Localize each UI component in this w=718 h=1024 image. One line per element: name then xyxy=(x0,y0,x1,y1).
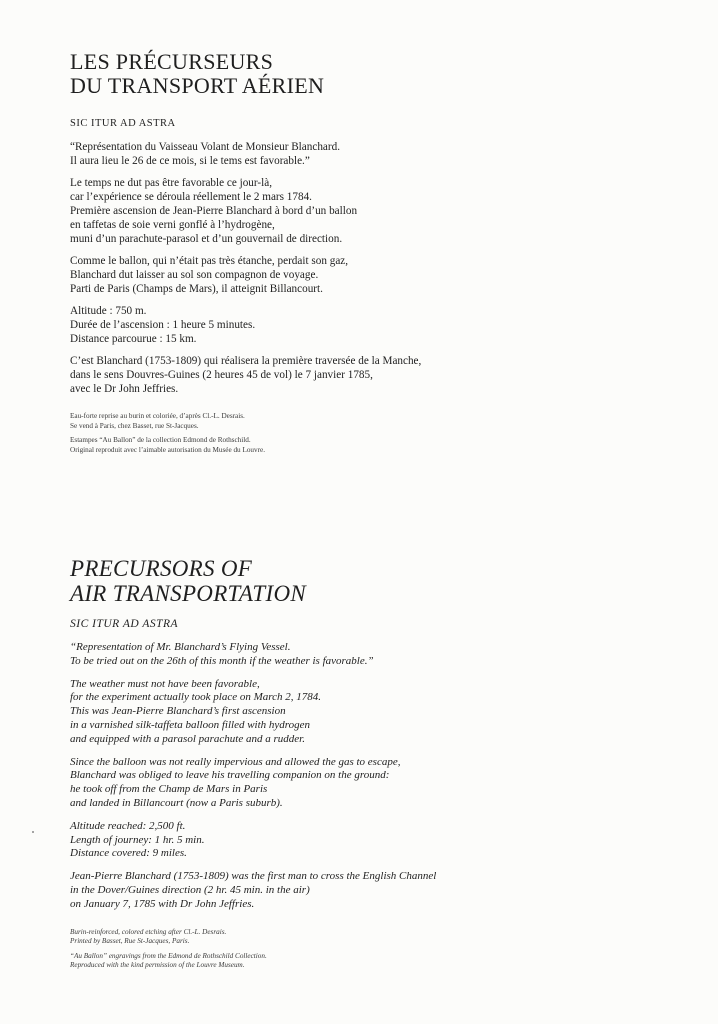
french-paragraph xyxy=(70,304,490,346)
credit-block xyxy=(70,928,490,947)
text-line: C’est Blanchard (1753-1809) qui réalisera la première traversée de la Manche, xyxy=(70,355,422,367)
credit-line: Reproduced with the kind permission of the Louvre Museum. xyxy=(70,961,245,970)
credit-line: Se vend à Paris, chez Basset, rue St-Jacques. xyxy=(70,421,199,430)
text-line: Distance parcourue : 15 km. xyxy=(70,333,197,345)
text-line: “Représentation du Vaisseau Volant de Monsieur Blanchard. xyxy=(70,141,340,153)
text-line: he took off from the Champ de Mars in Paris xyxy=(70,783,268,796)
text-line: Blanchard dut laisser au sol son compagnon de voyage. xyxy=(70,269,319,281)
credit-block xyxy=(70,952,490,971)
french-credits xyxy=(70,412,490,455)
text-line: Durée de l’ascension : 1 heure 5 minutes. xyxy=(70,319,256,331)
credit-line: Printed by Basset, Rue St-Jacques, Paris. xyxy=(70,937,190,946)
french-paragraph xyxy=(70,140,490,168)
english-title xyxy=(70,556,490,606)
french-paragraph xyxy=(70,354,490,396)
credit-block xyxy=(70,436,490,455)
text-line: en taffetas de soie verni gonflé à l’hydrogène, xyxy=(70,219,275,231)
text-line: The weather must not have been favorable, xyxy=(70,677,260,690)
credit-line: Original reproduit avec l’aimable autorisation du Musée du Louvre. xyxy=(70,445,265,454)
french-title-line-1: LES PRÉCURSEURS xyxy=(70,49,274,74)
credit-block xyxy=(70,412,490,431)
text-line: for the experiment actually took place on March 2, 1784. xyxy=(70,691,322,704)
french-section xyxy=(70,50,490,460)
credit-line: Estampes “Au Ballon” de la collection Edmond de Rothschild. xyxy=(70,436,251,445)
english-credits xyxy=(70,928,490,971)
english-body xyxy=(70,641,490,912)
french-body xyxy=(70,140,490,396)
text-line: Comme le ballon, qui n’était pas très étanche, perdait son gaz, xyxy=(70,255,349,267)
text-line: Il aura lieu le 26 de ce mois, si le tems est favorable.” xyxy=(70,155,310,167)
text-line: avec le Dr John Jeffries. xyxy=(70,383,179,395)
text-line: Distance covered: 9 miles. xyxy=(70,847,187,860)
text-line: Jean-Pierre Blanchard (1753-1809) was the first man to cross the English Channel xyxy=(70,870,437,883)
french-title xyxy=(70,50,490,98)
text-line: on January 7, 1785 with Dr John Jeffries. xyxy=(70,897,255,910)
text-line: This was Jean-Pierre Blanchard’s first ascension xyxy=(70,705,286,718)
text-line: Altitude : 750 m. xyxy=(70,305,147,317)
text-line: Parti de Paris (Champs de Mars), il atteignit Billancourt. xyxy=(70,283,323,295)
text-line: Blanchard was obliged to leave his travelling companion on the ground: xyxy=(70,769,390,782)
english-paragraph xyxy=(70,678,490,747)
credit-line: “Au Ballon” engravings from the Edmond de Rothschild Collection. xyxy=(70,951,267,960)
text-line: in a varnished silk-taffeta balloon filled with hydrogen xyxy=(70,718,311,731)
text-line: and equipped with a parasol parachute and a rudder. xyxy=(70,732,305,745)
english-section xyxy=(70,556,490,976)
page-speck xyxy=(32,831,34,833)
french-motto: SIC ITUR AD ASTRA xyxy=(70,118,176,129)
text-line: muni d’un parachute-parasol et d’un gouvernail de direction. xyxy=(70,233,343,245)
text-line: To be tried out on the 26th of this month if the weather is favorable.” xyxy=(70,654,374,667)
text-line: Length of journey: 1 hr. 5 min. xyxy=(70,833,205,846)
english-paragraph xyxy=(70,820,490,861)
english-title-line-1: PRECURSORS OF xyxy=(70,556,253,581)
text-line: dans le sens Douvres-Guines (2 heures 45 de vol) le 7 janvier 1785, xyxy=(70,369,373,381)
french-paragraph xyxy=(70,176,490,246)
english-motto: SIC ITUR AD ASTRA xyxy=(70,618,179,630)
text-line: “Representation of Mr. Blanchard’s Flying Vessel. xyxy=(70,641,291,653)
french-title-line-2: DU TRANSPORT AÉRIEN xyxy=(70,73,325,98)
text-line: in the Dover/Guines direction (2 hr. 45 min. in the air) xyxy=(70,883,310,896)
text-line: Altitude reached: 2,500 ft. xyxy=(70,819,186,832)
text-line: Première ascension de Jean-Pierre Blanchard à bord d’un ballon xyxy=(70,205,358,217)
text-line: car l’expérience se déroula réellement le 2 mars 1784. xyxy=(70,191,312,203)
text-line: and landed in Billancourt (now a Paris suburb). xyxy=(70,796,283,809)
credit-line: Burin-reinforced, colored etching after Cl.-L. Desrais. xyxy=(70,927,227,936)
english-paragraph xyxy=(70,641,490,669)
english-paragraph xyxy=(70,756,490,811)
text-line: Since the balloon was not really impervious and allowed the gas to escape, xyxy=(70,755,401,768)
french-paragraph xyxy=(70,254,490,296)
english-paragraph xyxy=(70,870,490,911)
english-title-line-2: AIR TRANSPORTATION xyxy=(70,581,307,606)
credit-line: Eau-forte reprise au burin et coloriée, d’après Cl.-L. Desrais. xyxy=(70,412,245,420)
text-line: Le temps ne dut pas être favorable ce jour-là, xyxy=(70,177,272,189)
